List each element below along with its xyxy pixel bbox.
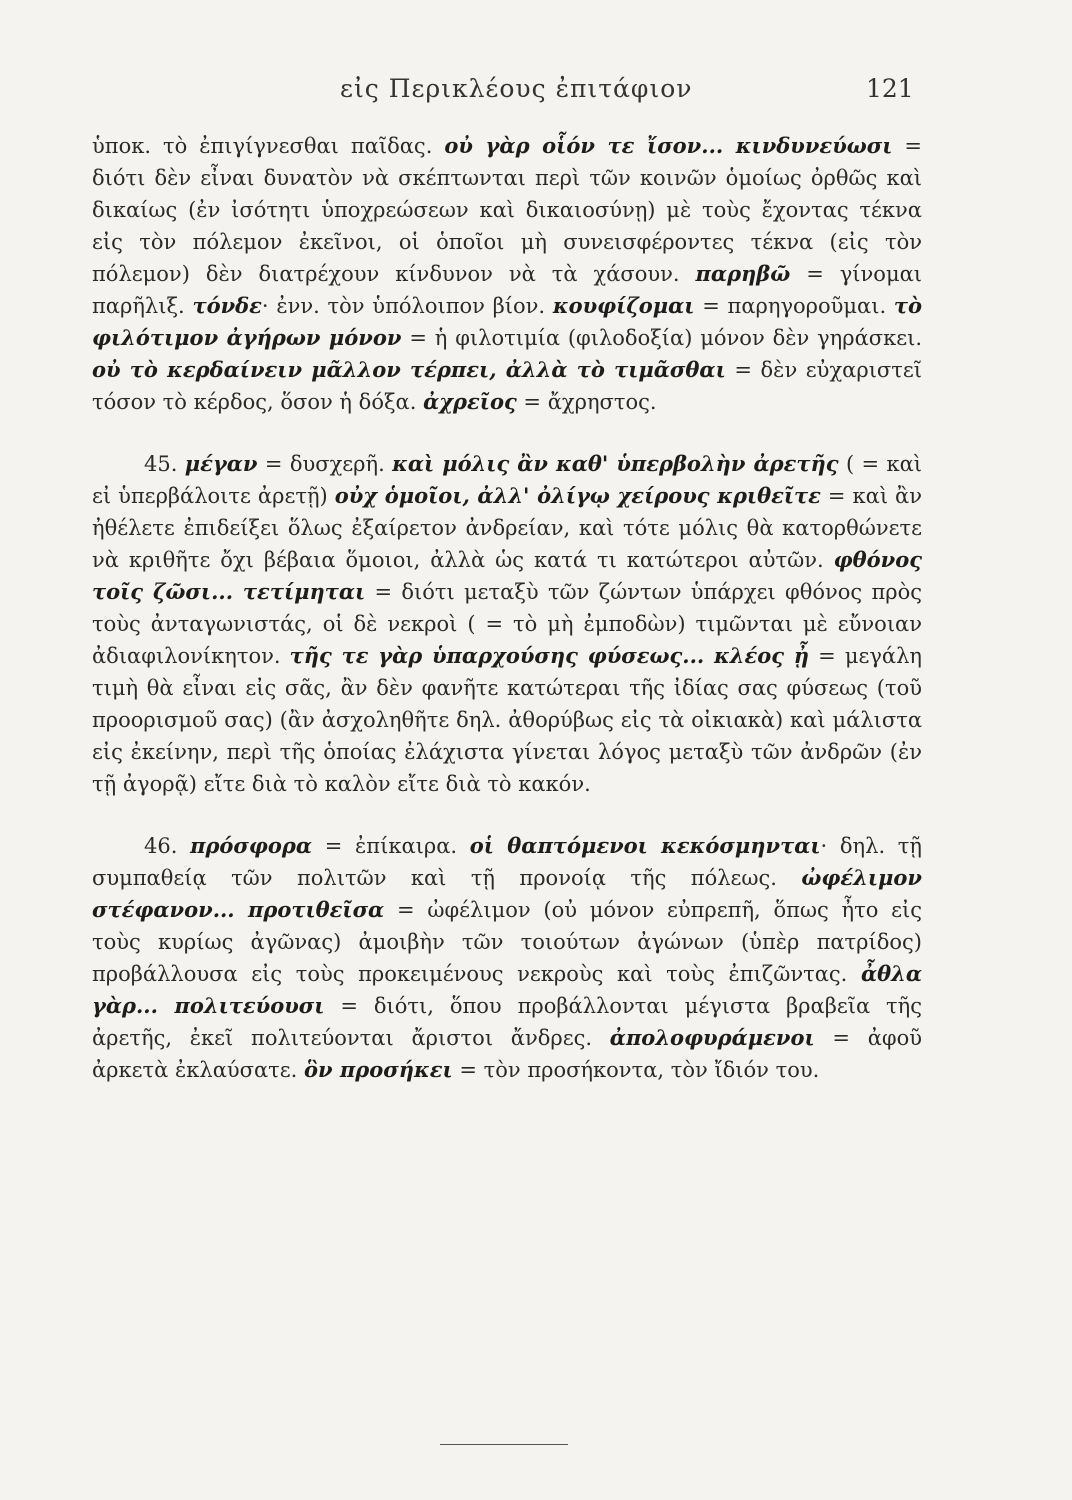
- gloss: = παρηγοροῦμαι.: [694, 294, 894, 318]
- running-title: εἰς Περικλέους ἐπιτάφιον: [340, 74, 693, 103]
- commentary-paragraph: [92, 830, 922, 1086]
- gloss: = καὶ ἂν ἠθέλετε ἐπιδείξει ὅλως ἐξαίρετον ἀνδρείαν, καὶ τότε μόλις θὰ κατορθώνετε νὰ κριθῆτε ὄχι βέβαια ὅμοιοι, ἀλλὰ ὡς κατά τι κατώτεροι αὐτῶν.: [92, 484, 922, 572]
- lemma: ὃν προσήκει: [304, 1057, 453, 1082]
- lemma: οὐ γὰρ οἷόν τε ἴσον... κινδυνεύωσι: [444, 133, 893, 158]
- lemma: ἀπολοφυράμενοι: [609, 1025, 815, 1050]
- lemma: ἀχρεῖος: [423, 389, 517, 414]
- lemma: οὐ τὸ κερδαίνειν μᾶλλον τέρπει, ἀλλὰ τὸ τιμᾶσθαι: [92, 357, 726, 382]
- gloss: = γίνομαι παρῆλιξ.: [92, 262, 923, 318]
- lemma: μέγαν: [184, 451, 258, 476]
- commentary-paragraph: [92, 448, 922, 800]
- lemma: οἱ θαπτόμενοι κεκόσμηνται: [469, 833, 821, 858]
- gloss: = τὸν προσήκοντα, τὸν ἴδιόν του.: [452, 1058, 820, 1082]
- page-header: [0, 74, 1072, 114]
- gloss: = ὠφέλιμον (οὐ μόνον εὐπρεπῆ, ὅπως ἦτο εἰς τοὺς κυρίως ἀγῶνας) ἀμοιβὴν τῶν τοιούτων ἀγώνων (ὑπὲρ πατρίδος) προβάλλουσα εἰς τοὺς προκειμένους νεκροὺς καὶ τοὺς ἐπιζῶντας.: [92, 898, 922, 986]
- gloss: · ἐνν. τὸν ὑπόλοιπον βίον.: [261, 294, 553, 318]
- gloss: = ἐπίκαιρα.: [312, 834, 470, 858]
- gloss: = δὲν εὐχαριστεῖ τόσον τὸ κέρδος, ὅσον ἡ δόξα.: [92, 358, 922, 414]
- lemma: τῆς τε γὰρ ὑπαρχούσης φύσεως... κλέος ᾖ: [289, 643, 810, 668]
- lemma: ἆθλα γὰρ... πολιτεύουσι: [92, 961, 922, 1018]
- gloss: = διότι δὲν εἶναι δυνατὸν νὰ σκέπτωνται περὶ τῶν κοινῶν ὁμοίως ὀρθῶς καὶ δικαίως (ἐν ἰσότητι ὑποχρεώσεων καὶ δικαιοσύνῃ) μὲ τοὺς ἔχοντας τέκνα εἰς τὸν πόλεμον ἐκεῖνοι, οἱ ὁποῖοι μὴ συνεισφέροντες τέκνα (εἰς τὸν πόλεμον) δὲν διατρέχουν κίνδυνον νὰ τὰ χάσουν.: [92, 134, 922, 286]
- lemma: τόνδε: [192, 293, 262, 318]
- lemma: τὸ φιλότιμον ἀγήρων μόνον: [92, 293, 923, 350]
- gloss: = ἄχρηστος.: [516, 390, 657, 414]
- gloss: = ἡ φιλοτιμία (φιλοδοξία) μόνον δὲν γηράσκει.: [401, 326, 923, 350]
- section-number: 46.: [144, 834, 191, 858]
- lemma: πρόσφορα: [190, 833, 313, 858]
- lemma: παρηβῶ: [695, 261, 791, 286]
- gloss: = διότι μεταξὺ τῶν ζώντων ὑπάρχει φθόνος πρὸς τοὺς ἀνταγωνιστάς, οἱ δὲ νεκροὶ ( = τὸ μὴ ἐμποδὼν) τιμῶνται μὲ εὔνοιαν ἀδιαφιλονίκητον.: [92, 580, 922, 668]
- gloss: ( = καὶ εἰ ὑπερβάλοιτε ἀρετῇ): [92, 452, 922, 508]
- gloss: · δηλ. τῇ συμπαθείᾳ τῶν πολιτῶν καὶ τῇ προνοίᾳ τῆς πόλεως.: [92, 834, 923, 890]
- lemma: κουφίζομαι: [552, 293, 695, 318]
- section-number: 45.: [144, 452, 185, 476]
- page-number: 121: [866, 74, 914, 103]
- footer-rule: [440, 1444, 568, 1445]
- gloss: = ἀφοῦ ἀρκετὰ ἐκλαύσατε.: [92, 1026, 922, 1082]
- commentary-text: [92, 130, 922, 1086]
- lemma: οὐχ ὁμοῖοι, ἀλλ' ὀλίγῳ χείρους κριθεῖτε: [334, 483, 821, 508]
- lemma: φθόνος τοῖς ζῶσι... τετίμηται: [92, 547, 922, 604]
- gloss: ὑποκ. τὸ ἐπιγίγνεσθαι παῖδας.: [92, 134, 445, 158]
- gloss: = διότι, ὅπου προβάλλονται μέγιστα βραβεῖα τῆς ἀρετῆς, ἐκεῖ πολιτεύονται ἄριστοι ἄνδρες.: [92, 994, 923, 1050]
- lemma: καὶ μόλις ἂν καθ' ὑπερβολὴν ἀρετῆς: [392, 451, 839, 476]
- lemma: ὠφέλιμον στέφανον... προτιθεῖσα: [92, 865, 922, 922]
- gloss: = δυσχερῆ.: [257, 452, 393, 476]
- commentary-paragraph: [92, 130, 922, 418]
- gloss: = μεγάλη τιμὴ θὰ εἶναι εἰς σᾶς, ἂν δὲν φανῆτε κατώτεραι τῆς ἰδίας σας φύσεως (τοῦ προορισμοῦ σας) (ἂν ἀσχοληθῆτε δηλ. ἀθορύβως εἰς τὰ οἰκιακὰ) καὶ μάλιστα εἰς ἐκείνην, περὶ τῆς ὁποίας ἐλάχιστα γίνεται λόγος μεταξὺ τῶν ἀνδρῶν (ἐν τῇ ἀγορᾷ) εἴτε διὰ τὸ καλὸν εἴτε διὰ τὸ κακόν.: [92, 644, 922, 796]
